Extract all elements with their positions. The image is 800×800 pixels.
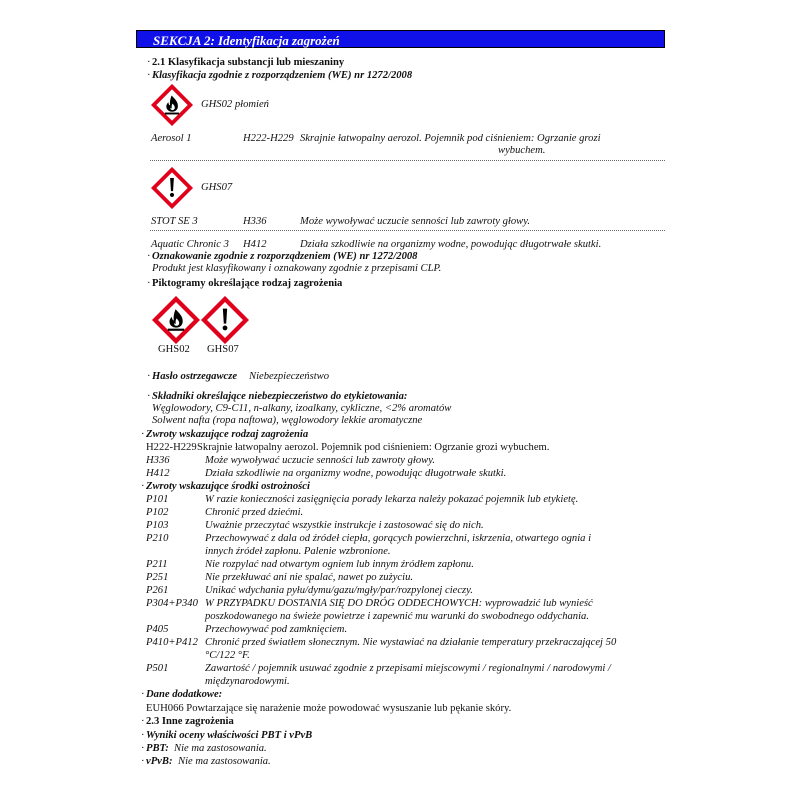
pbt-assessment-title: Wyniki oceny właściwości PBT i vPvB: [146, 730, 313, 741]
ghs02-label: GHS02 płomień: [201, 99, 269, 110]
hazard-statement: Skrajnie łatwopalny aerozol. Pojemnik pod ciśnieniem: Ogrzanie grozi: [300, 133, 601, 144]
hazard-statement: Może wywoływać uczucie senności lub zawroty głowy.: [300, 216, 530, 227]
precaution-text-cont: °C/122 °F.: [205, 650, 250, 661]
precaution-text: Nie rozpylać nad otwartym ogniem lub innym źródłem zapłonu.: [205, 559, 474, 570]
precaution-text: Uważnie przeczytać wszystkie instrukcje i zastosować się do nich.: [205, 520, 484, 531]
hazard-code: H336: [146, 455, 170, 466]
labelling-text: Produkt jest klasyfikowany i oznakowany zgodnie z przepisami CLP.: [152, 263, 442, 274]
precaution-code: P261: [146, 585, 169, 596]
bullet: ·: [147, 70, 151, 81]
pictograms-title: Piktogramy określające rodzaj zagrożenia: [152, 278, 343, 289]
precaution-code: P210: [146, 533, 169, 544]
classification-clp-title: Klasyfikacja zgodnie z rozporządzeniem (WE) nr 1272/2008: [152, 70, 413, 81]
flame-pictogram-icon: [152, 296, 200, 344]
precaution-text-cont: poszkodowanego na świeże powietrze i zapewnić mu warunki do swobodnego oddychania.: [205, 611, 589, 622]
bullet: ·: [141, 756, 145, 767]
precaution-text-cont: innych źródeł zapłonu. Palenie wzbronione.: [205, 546, 391, 557]
flame-pictogram-icon: [151, 84, 193, 126]
bullet: ·: [147, 251, 151, 262]
pictogram-label-ghs07: GHS07: [207, 344, 239, 355]
subsection-2-3-title: 2.3 Inne zagrożenia: [146, 716, 234, 727]
hazard-statement: Działa szkodliwie na organizmy wodne, powodując długotrwałe skutki.: [205, 468, 507, 479]
precaution-text: Chronić przed światłem słonecznym. Nie wystawiać na działanie temperatury przekraczającej 50: [205, 637, 617, 648]
precaution-code: P101: [146, 494, 169, 505]
bullet: ·: [141, 743, 145, 754]
signal-word-label: Hasło ostrzegawcze: [152, 371, 238, 382]
hazard-statement: Może wywoływać uczucie senności lub zawroty głowy.: [205, 455, 435, 466]
hazard-code: H412: [146, 468, 170, 479]
pbt-value: Nie ma zastosowania.: [174, 743, 267, 754]
dotted-divider: [150, 230, 665, 231]
precaution-text: Unikać wdychania pyłu/dymu/gazu/mgły/par/rozpylonej cieczy.: [205, 585, 473, 596]
precautionary-statements-title: Zwroty wskazujące środki ostrożności: [146, 481, 310, 492]
hazard-statements-title: Zwroty wskazujące rodzaj zagrożenia: [146, 429, 309, 440]
exclamation-pictogram-icon: [151, 167, 193, 209]
precaution-text: Chronić przed dziećmi.: [205, 507, 304, 518]
ghs07-label: GHS07: [201, 182, 233, 193]
hazard-statement: Skrajnie łatwopalny aerozol. Pojemnik pod ciśnieniem: Ogrzanie grozi wybuchem.: [197, 442, 550, 453]
bullet: ·: [147, 278, 151, 289]
vpvb-label: vPvB:: [146, 756, 173, 767]
section-2-header: [136, 30, 665, 48]
bullet: ·: [141, 716, 145, 727]
bullet: ·: [141, 689, 145, 700]
labelling-title: Oznakowanie zgodnie z rozporządzeniem (WE) nr 1272/2008: [152, 251, 418, 262]
hazard-code: H222-H229: [243, 133, 294, 144]
bullet: ·: [147, 391, 151, 402]
precaution-text: W razie konieczności zasięgnięcia porady lekarza należy pokazać pojemnik lub etykietę.: [205, 494, 579, 505]
pbt-label: PBT:: [146, 743, 169, 754]
precaution-code: P405: [146, 624, 169, 635]
precaution-code: P501: [146, 663, 169, 674]
pictogram-label-ghs02: GHS02: [158, 344, 190, 355]
hazard-class: STOT SE 3: [151, 216, 198, 227]
precaution-code: P103: [146, 520, 169, 531]
hazard-statement-cont: wybuchem.: [498, 145, 546, 156]
precaution-code: P304+P340: [146, 598, 198, 609]
hazard-code: H222-H229: [146, 442, 197, 453]
additional-data-title: Dane dodatkowe:: [146, 689, 223, 700]
bullet: ·: [147, 57, 151, 68]
precaution-text: Zawartość / pojemnik usuwać zgodnie z przepisami miejscowymi / regionalnymi / narodowymi /: [205, 663, 611, 674]
precaution-text: Przechowywać pod zamknięciem.: [205, 624, 348, 635]
signal-word: Niebezpieczeństwo: [249, 371, 330, 382]
precaution-code: P102: [146, 507, 169, 518]
dotted-divider: [150, 160, 665, 161]
hazard-code: H336: [243, 216, 267, 227]
hazard-statement: Działa szkodliwie na organizmy wodne, powodując długotrwałe skutki.: [300, 239, 602, 250]
hazard-class: Aerosol 1: [151, 133, 192, 144]
precaution-code: P251: [146, 572, 169, 583]
precaution-code: P211: [146, 559, 168, 570]
precaution-text-cont: międzynarodowymi.: [205, 676, 290, 687]
exclamation-pictogram-icon: [201, 296, 249, 344]
precaution-text: W PRZYPADKU DOSTANIA SIĘ DO DRÓG ODDECHOWYCH: wyprowadzić lub wynieść: [205, 598, 593, 609]
bullet: ·: [141, 730, 145, 741]
section-2-title: SEKCJA 2: Identyfikacja zagrożeń: [153, 33, 340, 48]
components-title: Składniki określające niebezpieczeństwo do etykietowania:: [152, 391, 408, 402]
subsection-2-1-title: 2.1 Klasyfikacja substancji lub mieszaniny: [152, 57, 345, 68]
precaution-code: P410+P412: [146, 637, 198, 648]
bullet: ·: [147, 371, 151, 382]
bullet: ·: [141, 481, 145, 492]
additional-data-text: EUH066 Powtarzające się narażenie może powodować wysuszanie lub pękanie skóry.: [146, 703, 512, 714]
vpvb-value: Nie ma zastosowania.: [178, 756, 271, 767]
hazard-code: H412: [243, 239, 267, 250]
precaution-text: Przechowywać z dala od źródeł ciepła, gorących powierzchni, iskrzenia, otwartego ognia i: [205, 533, 592, 544]
hazard-class: Aquatic Chronic 3: [151, 239, 229, 250]
component-item: Solwent nafta (ropa naftowa), węglowodory lekkie aromatyczne: [152, 415, 423, 426]
precaution-text: Nie przekłuwać ani nie spalać, nawet po zużyciu.: [205, 572, 414, 583]
component-item: Węglowodory, C9-C11, n-alkany, izoalkany, cykliczne, <2% aromatów: [152, 403, 452, 414]
bullet: ·: [141, 429, 145, 440]
